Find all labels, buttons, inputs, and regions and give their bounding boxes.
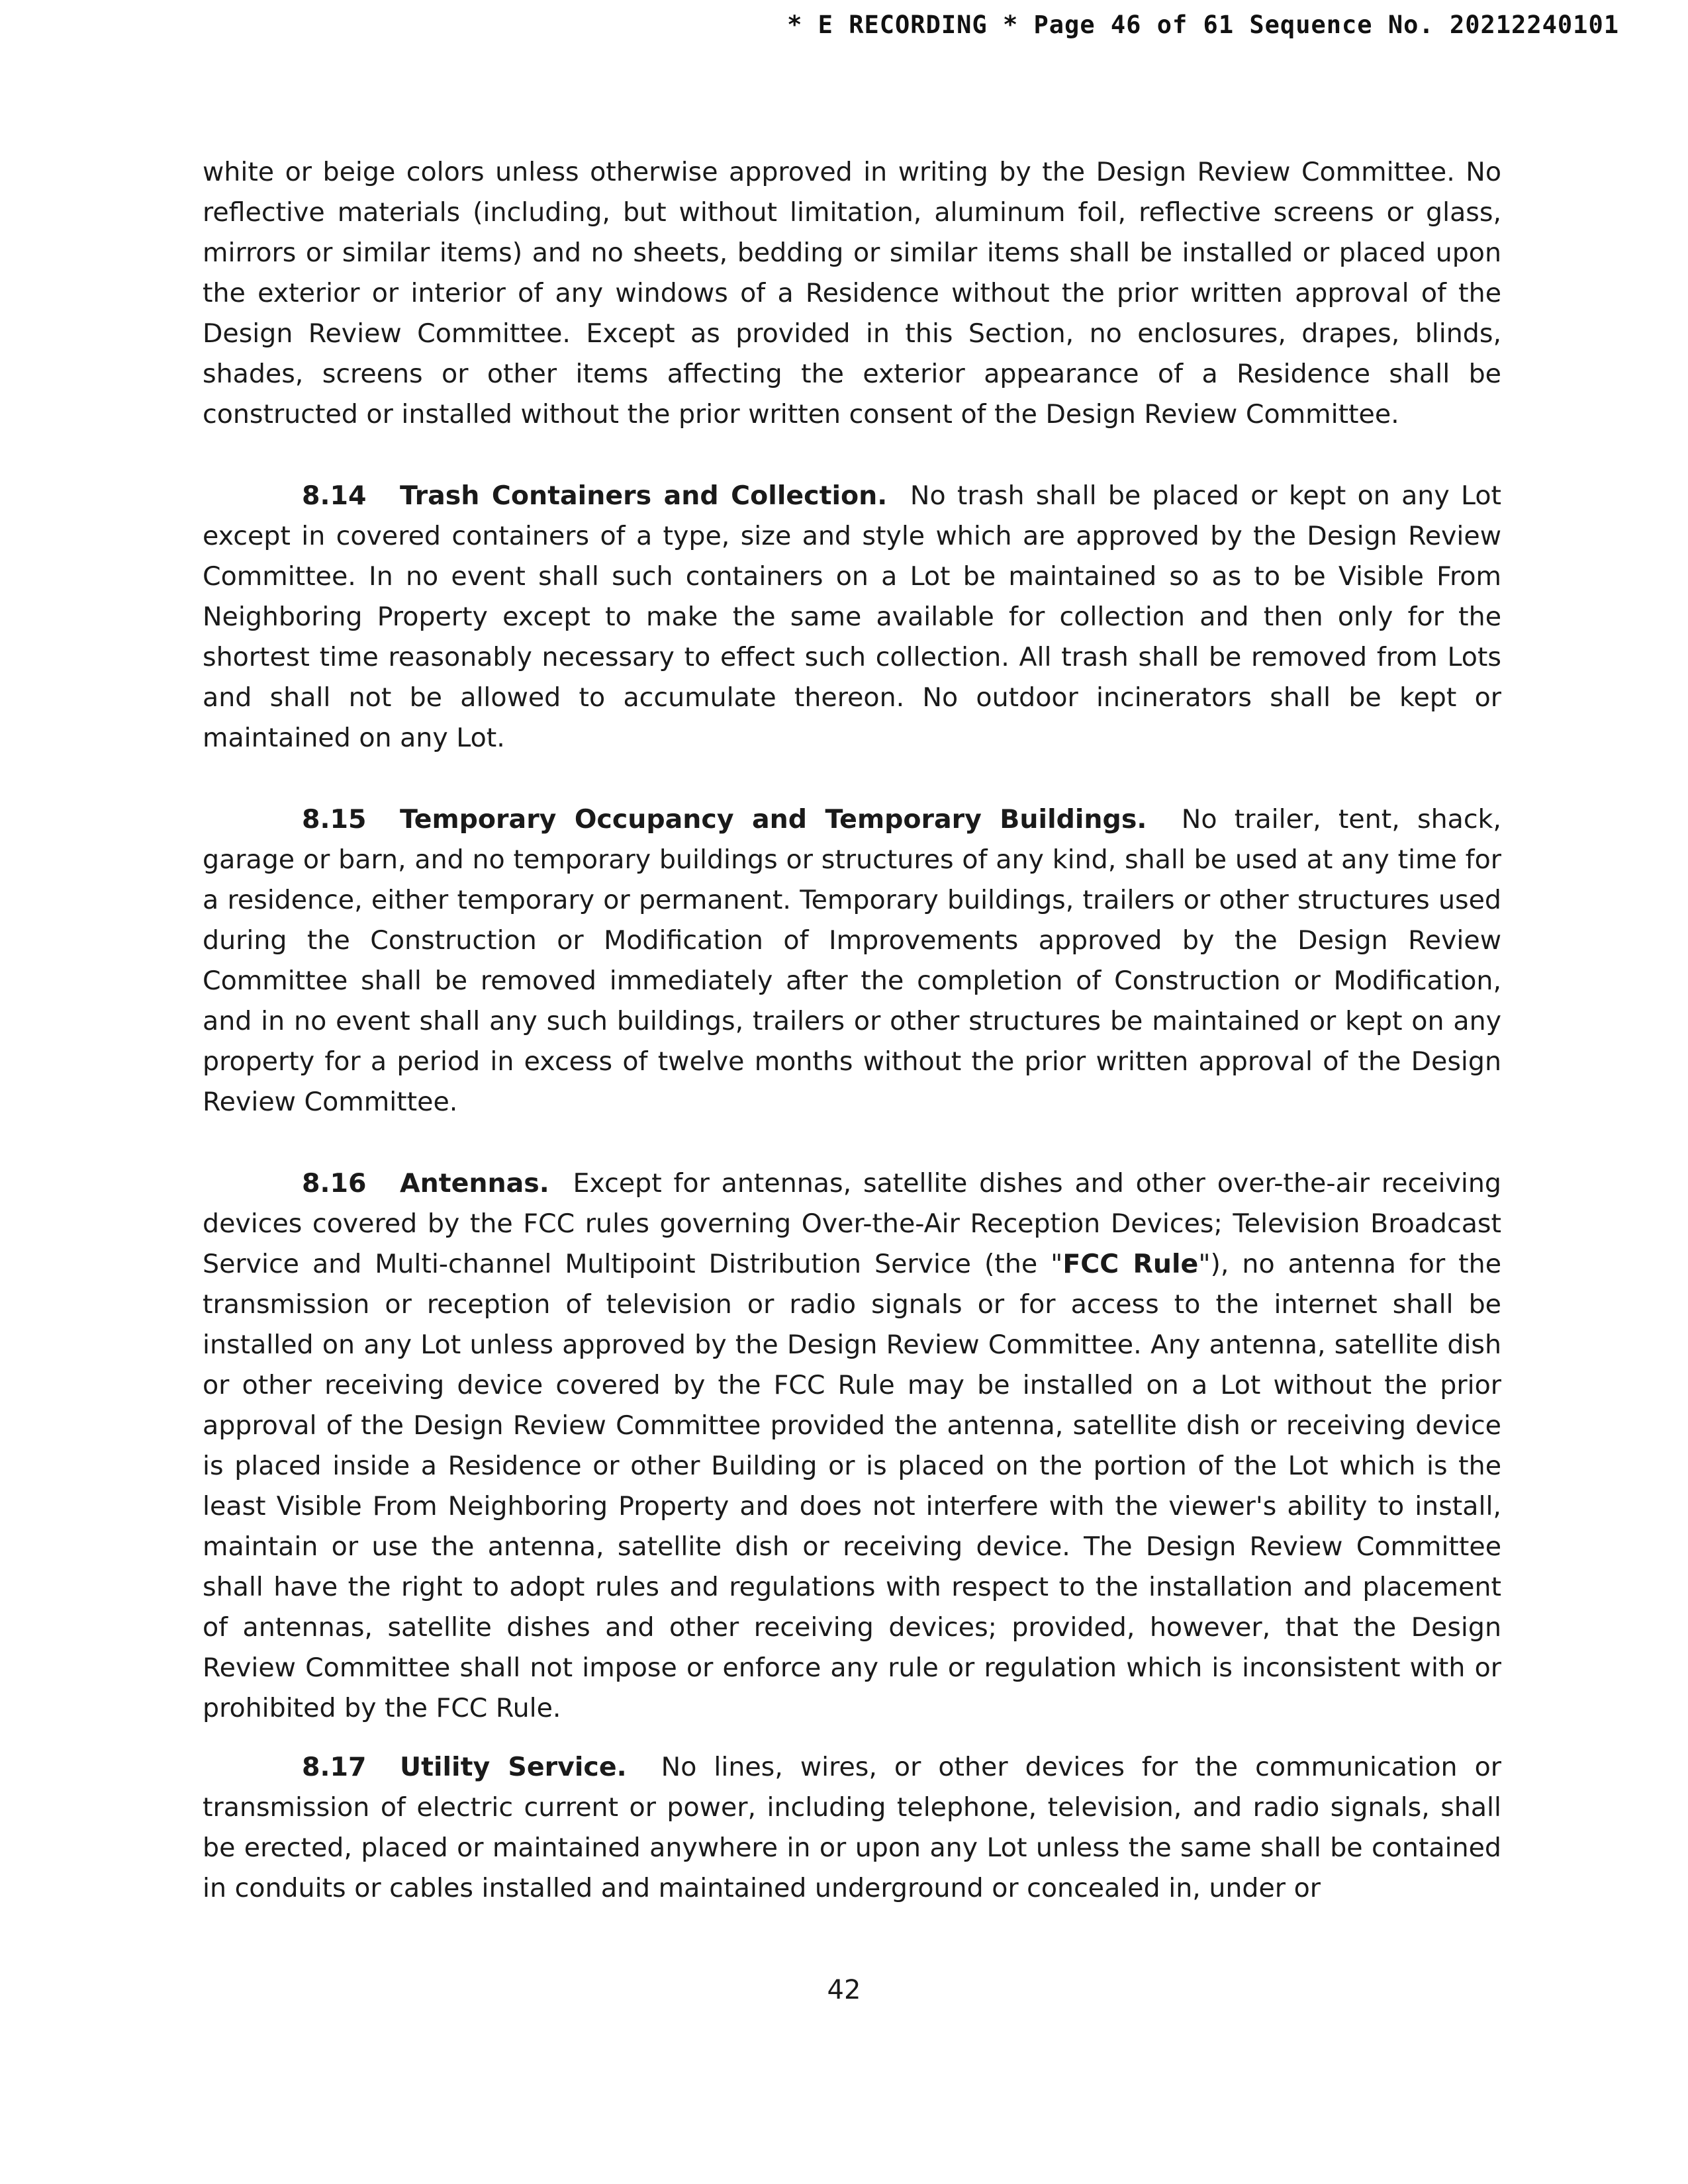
page-number: 42 bbox=[827, 1975, 861, 2005]
section-title: Trash Containers and Collection. bbox=[400, 480, 888, 511]
section-number: 8.16 bbox=[302, 1168, 367, 1199]
section-number: 8.15 bbox=[302, 804, 367, 835]
document-body bbox=[203, 152, 1501, 1950]
section-8-16 bbox=[203, 1163, 1501, 1729]
section-number: 8.17 bbox=[302, 1752, 367, 1782]
section-text: No trailer, tent, shack, garage or barn, and no temporary buildings or structures of any kind, shall be used at any time for a residence, either temporary or permanent. Temporary buildings, trailers or other structures used during the Construction or Modification of Improvements approved by the Design Review Committee shall be removed immediately after the completion of Construction or Modification, and in no event shall any such buildings, trailers or other structures be maintained or kept on any property for a period in excess of twelve months without the prior written approval of the Design Review Committee. bbox=[203, 804, 1501, 1117]
section-text: No lines, wires, or other devices for the communication or transmission of electric current or power, including telephone, television, and radio signals, shall be erected, placed or maintained anywhere in or upon any Lot unless the same shall be contained in conduits or cables installed and maintained underground or concealed in, under or bbox=[203, 1752, 1501, 1903]
recording-stamp: * E RECORDING * Page 46 of 61 Sequence No. 20212240101 bbox=[787, 11, 1619, 39]
continuation-paragraph: white or beige colors unless otherwise approved in writing by the Design Review Committee. No reflective materials (including, but without limitation, aluminum foil, reflective screens or glass, mirrors or similar items) and no sheets, bedding or similar items shall be installed or placed upon the exterior or interior of any windows of a Residence without the prior written approval of the Design Review Committee. Except as provided in this Section, no enclosures, drapes, blinds, shades, screens or other items affecting the exterior appearance of a Residence shall be constructed or installed without the prior written consent of the Design Review Committee. bbox=[203, 157, 1501, 430]
section-8-14 bbox=[203, 476, 1501, 758]
defined-term: FCC Rule bbox=[1062, 1249, 1199, 1279]
section-8-17 bbox=[203, 1747, 1501, 1909]
section-text: No trash shall be placed or kept on any Lot except in covered containers of a type, size and style which are approved by the Design Review Committee. In no event shall such containers on a Lot be maintained so as to be Visible From Neighboring Property except to make the same available for collection and then only for the shortest time reasonably necessary to effect such collection. All trash shall be removed from Lots and shall not be allowed to accumulate thereon. No outdoor incinerators shall be kept or maintained on any Lot. bbox=[203, 480, 1501, 753]
section-text-part-b: "), no antenna for the transmission or reception of television or radio signals or for access to the internet shall be installed on any Lot unless approved by the Design Review Committee. Any antenna, satellite dish or other receiving device covered by the FCC Rule may be installed on a Lot without the prior approval of the Design Review Committee provided the antenna, satellite dish or receiving device is placed inside a Residence or other Building or is placed on the portion of the Lot which is the least Visible From Neighboring Property and does not interfere with the viewer's ability to install, maintain or use the antenna, satellite dish or receiving device. The Design Review Committee shall have the right to adopt rules and regulations with respect to the installation and placement of antennas, satellite dishes and other receiving devices; provided, however, that the Design Review Committee shall not impose or enforce any rule or regulation which is inconsistent with or prohibited by the FCC Rule. bbox=[203, 1249, 1501, 1723]
section-title: Antennas. bbox=[400, 1168, 549, 1199]
section-text-part-a: Except for antennas, satellite dishes and other over-the-air receiving devices covered by the FCC rules governing Over-the-Air Reception Devices; Television Broadcast Service and Multi-channel Multipoint Distribution Service (the " bbox=[203, 1168, 1501, 1279]
section-8-15 bbox=[203, 799, 1501, 1122]
section-number: 8.14 bbox=[302, 480, 367, 511]
section-title: Temporary Occupancy and Temporary Buildings. bbox=[400, 804, 1147, 835]
section-title: Utility Service. bbox=[400, 1752, 627, 1782]
